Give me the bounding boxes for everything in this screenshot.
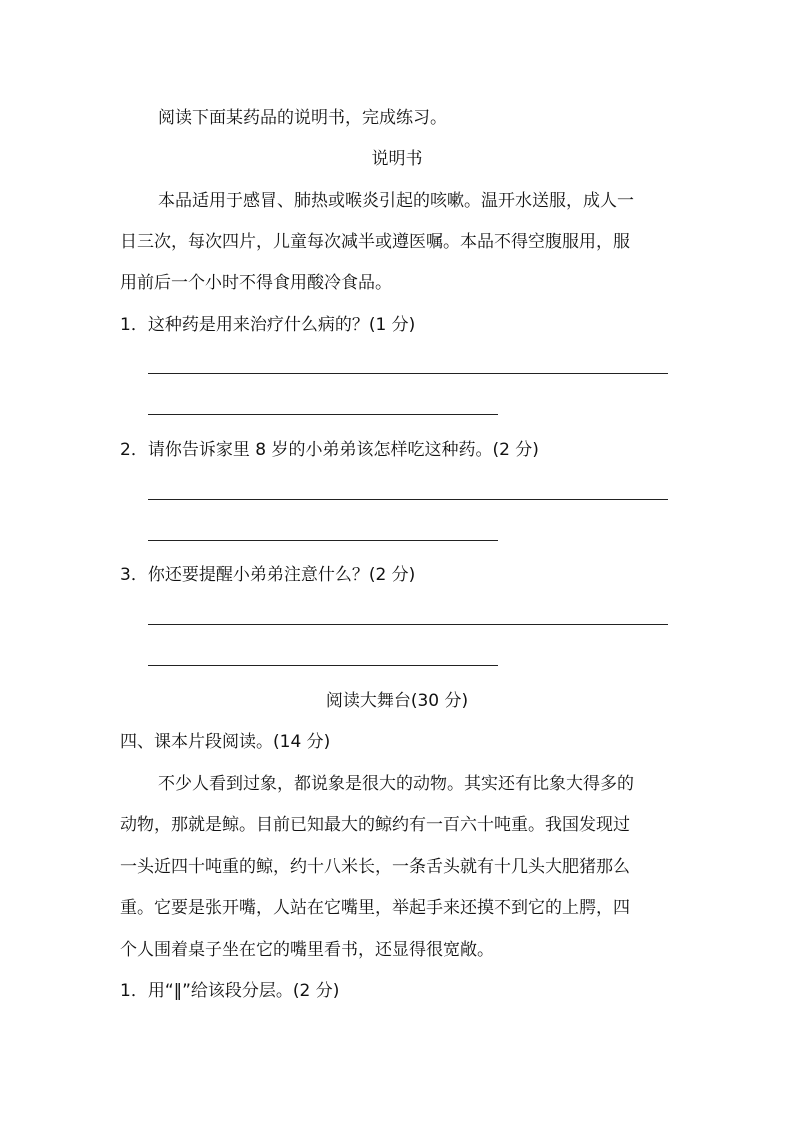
answer-line-1b[interactable]	[148, 414, 498, 415]
passage-question-1: 1．用“‖”给该段分层。(2 分)	[120, 981, 340, 1001]
manual-line-3: 用前后一个小时不得食用酸冷食品。	[120, 273, 392, 293]
question-2: 2．请你告诉家里 8 岁的小弟弟该怎样吃这种药。(2 分)	[120, 440, 539, 460]
question-1: 1．这种药是用来治疗什么病的？(1 分)	[120, 315, 416, 335]
intro-instruction: 阅读下面某药品的说明书，完成练习。	[158, 108, 447, 128]
question-3: 3．你还要提醒小弟弟注意什么？(2 分)	[120, 565, 416, 585]
answer-line-1a[interactable]	[148, 373, 668, 374]
answer-line-3a[interactable]	[148, 624, 668, 625]
answer-line-2b[interactable]	[148, 540, 498, 541]
manual-title: 说明书	[371, 149, 423, 169]
passage-line-1: 不少人看到过象，都说象是很大的动物。其实还有比象大得多的	[158, 774, 634, 794]
passage-line-4: 重。它要是张开嘴，人站在它嘴里，举起手来还摸不到它的上腭，四	[120, 898, 630, 918]
answer-line-2a[interactable]	[148, 499, 668, 500]
passage-line-5: 个人围着桌子坐在它的嘴里看书，还显得很宽敞。	[120, 940, 494, 960]
section-title: 阅读大舞台(30 分)	[325, 691, 469, 711]
passage-line-3: 一头近四十吨重的鲸，约十八米长，一条舌头就有十几头大肥猪那么	[120, 857, 630, 877]
manual-line-1: 本品适用于感冒、肺热或喉炎引起的咳嗽。温开水送服，成人一	[158, 191, 634, 211]
passage-line-2: 动物，那就是鲸。目前已知最大的鲸约有一百六十吨重。我国发现过	[120, 815, 630, 835]
answer-line-3b[interactable]	[148, 665, 498, 666]
manual-line-2: 日三次，每次四片，儿童每次减半或遵医嘱。本品不得空腹服用，服	[120, 232, 630, 252]
part-heading: 四、课本片段阅读。(14 分)	[120, 732, 331, 752]
